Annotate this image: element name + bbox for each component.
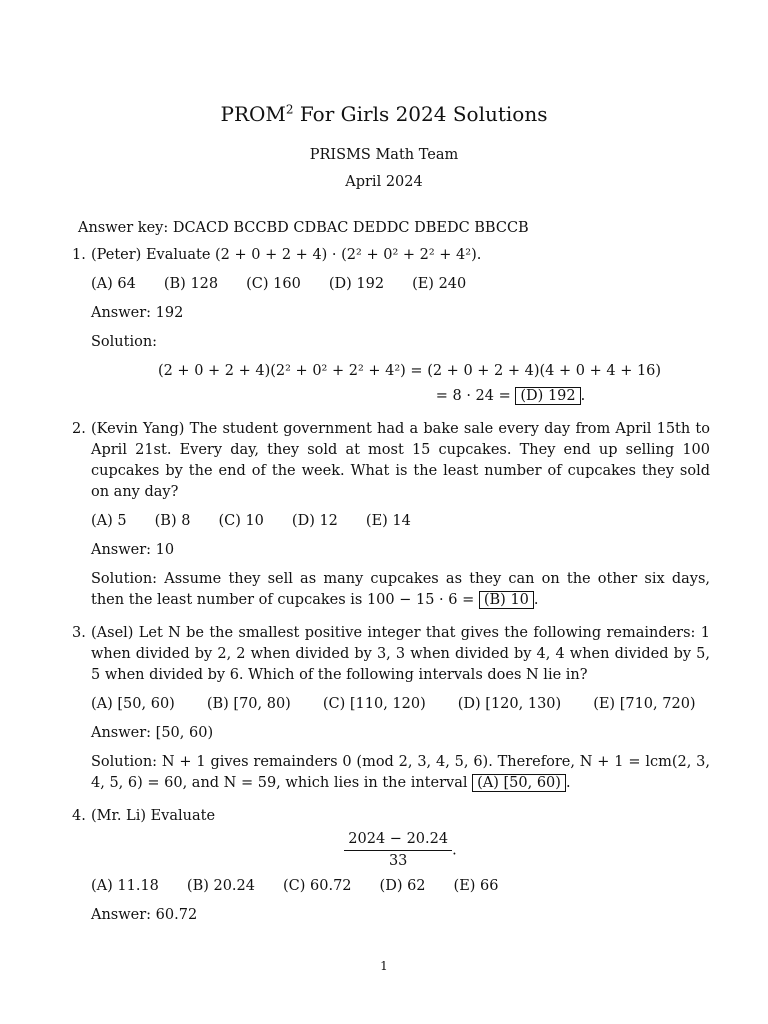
- answer: Answer: 192: [91, 305, 184, 322]
- equation-line-2: [311, 386, 710, 407]
- problem-4: [72, 806, 710, 926]
- page-title: [0, 100, 768, 129]
- solution: [91, 569, 710, 611]
- choice-a: (A) [50, 60): [91, 696, 175, 713]
- fraction-denominator: 33: [388, 853, 408, 870]
- solution-suffix: .: [565, 775, 571, 792]
- solution-suffix: .: [533, 592, 539, 609]
- problem-number: 2.: [72, 421, 86, 438]
- author: PRISMS Math Team: [309, 147, 459, 163]
- choice-b: (B) 20.24: [186, 878, 255, 895]
- equation-line-2-suffix: .: [580, 388, 586, 405]
- answer: Answer: 10: [91, 542, 175, 559]
- choice-c: (C) 160: [246, 276, 301, 293]
- page-number: 1: [380, 959, 388, 973]
- choice-b: (B) 128: [163, 276, 219, 293]
- problem-number: 4.: [72, 808, 86, 825]
- choice-c: (C) 10: [218, 513, 264, 530]
- solution-text: Solution: Assume they sell as many cupcakes as they can on the other six days, then the least number of cupcakes is 100 − 15 · 6 =: [91, 571, 710, 609]
- choice-e: (E) 66: [453, 878, 499, 895]
- choice-c: (C) [110, 120): [322, 696, 426, 713]
- fraction-suffix: .: [452, 842, 457, 859]
- choice-e: (E) [710, 720): [593, 696, 696, 713]
- answer: Answer: [50, 60): [91, 725, 214, 742]
- fraction-expression: [91, 829, 710, 872]
- title-superscript: 2: [285, 102, 294, 117]
- solution-equation: [91, 361, 710, 407]
- choice-a: (A) 5: [91, 513, 127, 530]
- answer-choices: [91, 511, 710, 532]
- choice-c: (C) 60.72: [283, 878, 352, 895]
- problem-3: [72, 623, 710, 794]
- problem-text: (Kevin Yang) The student government had a bake sale every day from April 15th to April 21st. Every day, they sold at most 15 cupcakes. They end up selling 100 cupcakes by the end of the week. What is the least number of cupcakes they sold on any day?: [91, 421, 710, 501]
- problem-1: [72, 245, 710, 407]
- problem-number: 3.: [72, 625, 86, 642]
- choice-d: (D) [120, 130): [457, 696, 562, 713]
- choice-d: (D) 62: [379, 878, 426, 895]
- answer-key: Answer key: DCACD BCCBD CDBAC DEDDC DBEDC BBCCB: [78, 220, 529, 236]
- choice-d: (D) 192: [328, 276, 385, 293]
- title-block: [0, 100, 768, 193]
- title-main: PROM: [220, 102, 286, 126]
- boxed-answer: (B) 10: [479, 591, 534, 609]
- date: April 2024: [345, 174, 423, 191]
- answer-choices: [91, 876, 710, 897]
- boxed-answer: (D) 192: [515, 387, 580, 405]
- answer-choices: [91, 694, 710, 715]
- choice-b: (B) [70, 80): [206, 696, 291, 713]
- problem-number: 1.: [72, 247, 86, 264]
- choice-a: (A) 11.18: [91, 878, 159, 895]
- solution-text: Solution: N + 1 gives remainders 0 (mod 2, 3, 4, 5, 6). Therefore, N + 1 = lcm(2, 3, 4, 5, 6) = 60, and N = 59, which lies in the interval: [91, 754, 710, 792]
- choice-a: (A) 64: [91, 276, 136, 293]
- content: [72, 218, 710, 938]
- problem-text: (Peter) Evaluate (2 + 0 + 2 + 4) · (2² + 0² + 2² + 4²).: [91, 247, 482, 264]
- boxed-answer: (A) [50, 60): [472, 774, 566, 792]
- equation-line-2-prefix: = 8 · 24 =: [435, 388, 511, 405]
- equation-line-1: (2 + 0 + 2 + 4)(2² + 0² + 2² + 4²) = (2 + 0 + 2 + 4)(4 + 0 + 4 + 16): [157, 363, 662, 380]
- problem-text: (Asel) Let N be the smallest positive integer that gives the following remainders: 1 when divided by 2, 2 when divided by 3, 3 when divided by 4, 4 when divided by 5, 5 when divided by 6. Which of the following intervals does N lie in?: [91, 625, 710, 684]
- choice-e: (E) 240: [412, 276, 467, 293]
- problem-2: [72, 419, 710, 611]
- answer: Answer: 60.72: [91, 907, 198, 924]
- choice-e: (E) 14: [365, 513, 411, 530]
- fraction-numerator: 2024 − 20.24: [344, 829, 452, 851]
- choice-d: (D) 12: [291, 513, 338, 530]
- choice-b: (B) 8: [154, 513, 191, 530]
- title-rest: For Girls 2024 Solutions: [293, 102, 548, 126]
- solution: [91, 752, 710, 794]
- fraction: [344, 829, 452, 872]
- answer-choices: [91, 274, 710, 295]
- problem-text: (Mr. Li) Evaluate: [91, 808, 216, 825]
- solution-label: Solution:: [91, 334, 158, 351]
